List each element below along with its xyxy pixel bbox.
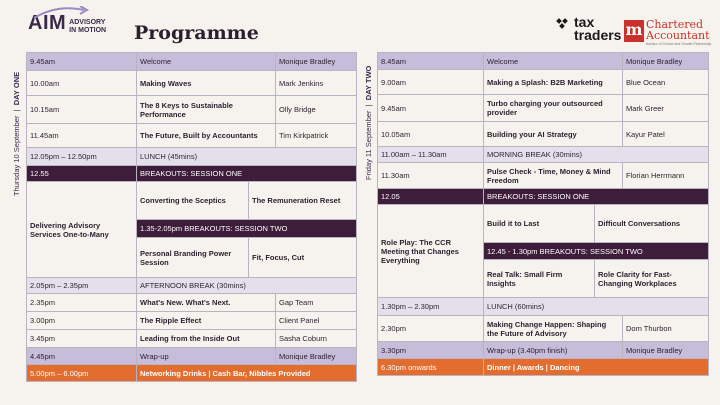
breakout-cell: Role Clarity for Fast-Changing Workplaces (595, 260, 709, 298)
speaker-cell: Dom Thurbon (623, 316, 709, 342)
time-cell: 9.45am (378, 95, 484, 122)
time-cell: 6.30pm onwards (378, 359, 484, 376)
table-row (27, 182, 357, 220)
day-two-label: Friday 11 September | DAY TWO (364, 65, 373, 180)
speaker-cell: Mark Greer (623, 95, 709, 122)
session-cell: BREAKOUTS: SESSION ONE (137, 166, 357, 182)
tax-traders-line2: traders (574, 27, 622, 43)
time-cell: 11.45am (27, 124, 137, 148)
table-row (27, 166, 357, 182)
aim-logo-text: AIM (28, 12, 67, 34)
table-row (27, 148, 357, 166)
time-cell: 12.55 (27, 166, 137, 182)
ca-tagline: Advisor of Choice and Growth Partnership (646, 42, 712, 46)
session-cell: Making Change Happen: Shaping the Future of Advisory (484, 316, 623, 342)
breakout-cell: The Remuneration Reset (249, 182, 357, 220)
time-cell: 12.05 (378, 189, 484, 205)
time-cell: 1.30pm – 2.30pm (378, 298, 484, 316)
time-cell: 9.00am (378, 70, 484, 95)
table-row (378, 147, 709, 163)
speaker-cell: Client Panel (276, 312, 357, 330)
table-row (27, 71, 357, 96)
day-two-schedule (377, 52, 709, 376)
header (0, 0, 720, 52)
time-cell: 12.05pm – 12.50pm (27, 148, 137, 166)
table-row (378, 95, 709, 122)
time-cell: 10.05am (378, 122, 484, 147)
swoosh-icon (32, 6, 92, 20)
aim-logo (28, 12, 106, 35)
chartered-accountant-logo (624, 18, 712, 48)
speaker-cell: Monique Bradley (276, 53, 357, 71)
table-row (27, 96, 357, 124)
session-cell: Welcome (484, 53, 623, 70)
table-row (378, 342, 709, 359)
table-row (27, 278, 357, 294)
session-cell: Networking Drinks | Cash Bar, Nibbles Provided (137, 365, 357, 382)
table-row (27, 365, 357, 382)
breakout-cell: Fit, Focus, Cut (249, 238, 357, 278)
table-row (378, 316, 709, 342)
session-cell: Pulse Check - Time, Money & Mind Freedom (484, 163, 623, 189)
table-row (378, 53, 709, 70)
time-cell: 3.45pm (27, 330, 137, 348)
time-cell: 11.30am (378, 163, 484, 189)
breakout-header-cell: 1.35-2.05pm BREAKOUTS: SESSION TWO (137, 220, 357, 238)
session-cell: Welcome (137, 53, 276, 71)
day-one-schedule (26, 52, 357, 382)
table-row (378, 189, 709, 205)
breakout-left-cell: Role Play: The CCR Meeting that Changes Everything (378, 205, 484, 298)
speaker-cell: Monique Bradley (623, 342, 709, 359)
breakout-cell: Build it to Last (484, 205, 595, 243)
time-cell: 2.05pm – 2.35pm (27, 278, 137, 294)
aim-logo-subtitle: ADVISORY IN MOTION (69, 18, 107, 34)
speaker-cell: Monique Bradley (623, 53, 709, 70)
session-cell: MORNING BREAK (30mins) (484, 147, 709, 163)
table-row (378, 163, 709, 189)
time-cell: 2.35pm (27, 294, 137, 312)
session-cell: AFTERNOON BREAK (30mins) (137, 278, 357, 294)
speaker-cell: Gap Team (276, 294, 357, 312)
session-cell: The Ripple Effect (137, 312, 276, 330)
session-cell: Turbo charging your outsourced provider (484, 95, 623, 122)
speaker-cell: Kayur Patel (623, 122, 709, 147)
table-row (27, 124, 357, 148)
time-cell: 5.00pm – 6.00pm (27, 365, 137, 382)
ca-line2: Accountant (646, 29, 710, 42)
time-cell: 10.15am (27, 96, 137, 124)
session-cell: The 8 Keys to Sustainable Performance (137, 96, 276, 124)
table-row (27, 294, 357, 312)
breakout-cell: Converting the Sceptics (137, 182, 249, 220)
session-cell: LUNCH (60mins) (484, 298, 709, 316)
time-cell: 3.30pm (378, 342, 484, 359)
table-row (378, 298, 709, 316)
ca-m-icon: m (624, 20, 644, 42)
session-cell: Leading from the Inside Out (137, 330, 276, 348)
breakout-cell: Personal Branding Power Session (137, 238, 249, 278)
session-cell: Building your AI Strategy (484, 122, 623, 147)
page-title: Programme (134, 22, 259, 44)
session-cell: LUNCH (45mins) (137, 148, 357, 166)
session-cell: Wrap-up (3.40pm finish) (484, 342, 623, 359)
tax-traders-logo (556, 16, 621, 42)
breakout-cell: Real Talk: Small Firm Insights (484, 260, 595, 298)
table-row (27, 312, 357, 330)
speaker-cell: Sasha Coburn (276, 330, 357, 348)
table-row (27, 53, 357, 71)
session-cell: The Future, Built by Accountants (137, 124, 276, 148)
speaker-cell: Tim Kirkpatrick (276, 124, 357, 148)
time-cell: 10.00am (27, 71, 137, 96)
speaker-cell: Olly Bridge (276, 96, 357, 124)
breakout-left-cell: Delivering Advisory Services One-to-Many (27, 182, 137, 278)
tax-traders-line1: tax (574, 14, 595, 30)
speaker-cell: Monique Bradley (276, 348, 357, 365)
time-cell: 8.45am (378, 53, 484, 70)
time-cell: 2.30pm (378, 316, 484, 342)
time-cell: 4.45pm (27, 348, 137, 365)
table-row (378, 205, 709, 243)
session-cell: Wrap-up (137, 348, 276, 365)
breakout-header-cell: 12.45 - 1.30pm BREAKOUTS: SESSION TWO (484, 243, 709, 260)
table-row (27, 330, 357, 348)
day-one-label: Thursday 10 September | DAY ONE (12, 71, 21, 196)
table-row (378, 122, 709, 147)
session-cell: BREAKOUTS: SESSION ONE (484, 189, 709, 205)
table-row (27, 348, 357, 365)
time-cell: 11.00am – 11.30am (378, 147, 484, 163)
session-cell: What's New. What's Next. (137, 294, 276, 312)
session-cell: Making a Splash: B2B Marketing (484, 70, 623, 95)
time-cell: 9.45am (27, 53, 137, 71)
session-cell: Making Waves (137, 71, 276, 96)
ca-line1: Chartered (646, 18, 704, 31)
time-cell: 3.00pm (27, 312, 137, 330)
breakout-cell: Difficult Conversations (595, 205, 709, 243)
speaker-cell: Blue Ocean (623, 70, 709, 95)
table-row (378, 359, 709, 376)
speaker-cell: Mark Jenkins (276, 71, 357, 96)
session-cell: Dinner | Awards | Dancing (484, 359, 709, 376)
table-row (378, 70, 709, 95)
speaker-cell: Florian Herrmann (623, 163, 709, 189)
tax-traders-icon (556, 16, 570, 30)
